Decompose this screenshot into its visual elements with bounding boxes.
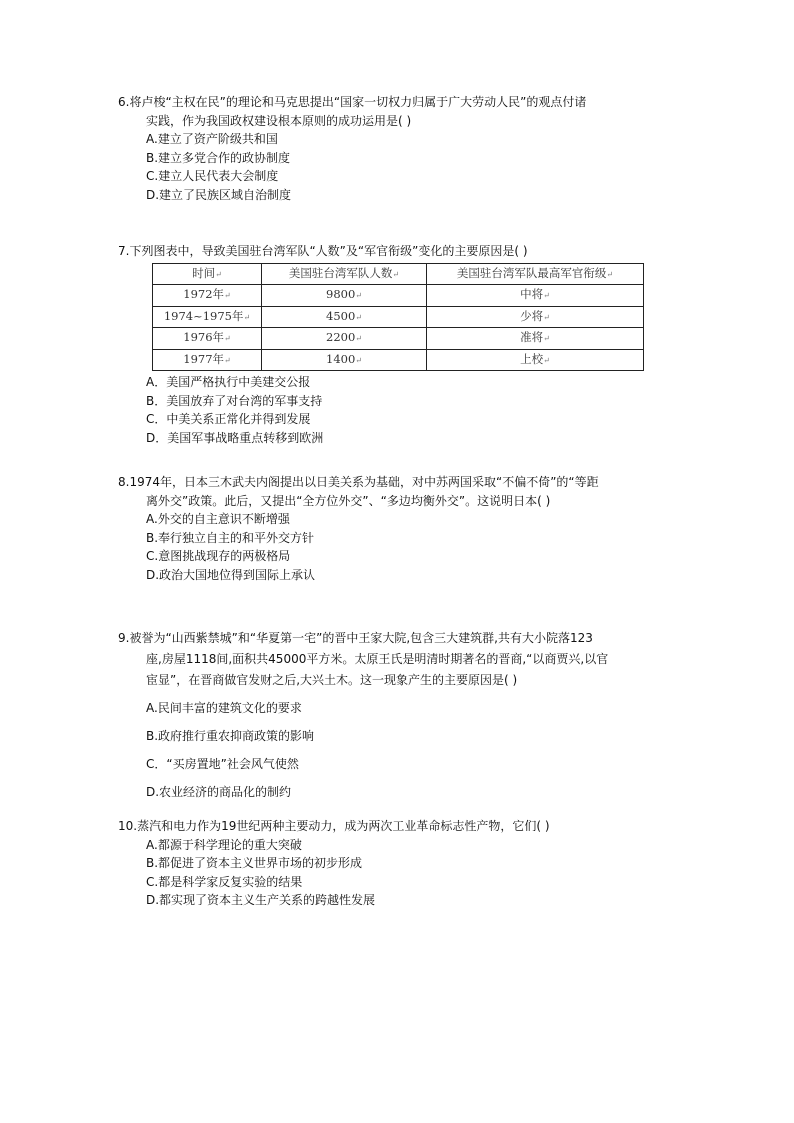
table-row: [153, 349, 644, 371]
question-6-option-c: C.建立人民代表大会制度: [146, 169, 279, 183]
question-9-stem-line1: 9.被誉为“山西紫禁城”和“华夏第一宅”的晋中王家大院,包含三大建筑群,共有大小院落123: [118, 631, 593, 645]
question-7-option-b: B．美国放弃了对台湾的军事支持: [146, 393, 323, 408]
question-6-stem-line1: 6.将卢梭“主权在民”的理论和马克思提出“国家一切权力归属于广大劳动人民”的观点付诸: [118, 95, 587, 109]
question-10-stem: 10.蒸汽和电力作为19世纪两种主要动力，成为两次工业革命标志性产物，它们( ): [118, 819, 550, 833]
table-row: [153, 306, 644, 328]
question-7-option-c: C．中美关系正常化并得到发展: [146, 412, 311, 426]
table-row: [153, 328, 644, 350]
question-6-option-b: B.建立多党合作的政协制度: [146, 150, 291, 165]
question-8-option-a: A.外交的自主意识不断增强: [146, 512, 290, 526]
table-cell: 1400↵: [262, 349, 427, 371]
question-8-option-d: D.政治大国地位得到国际上承认: [146, 567, 316, 582]
table-cell: 中将↵: [427, 285, 644, 307]
question-7-option-a: A．美国严格执行中美建交公报: [146, 375, 311, 389]
table-cell: 9800↵: [262, 285, 427, 307]
troops-table: [152, 263, 644, 372]
question-10-option-b: B.都促进了资本主义世界市场的初步形成: [146, 856, 363, 870]
table-cell: 2200↵: [262, 328, 427, 350]
question-8: [118, 473, 678, 584]
table-header-cell: 美国驻台湾军队最高军官衔级↵: [427, 263, 644, 285]
question-9-stem-line3: 宦显”，在晋商做官发财之后,大兴土木。这一现象产生的主要原因是( ): [146, 673, 518, 687]
table-header-cell: 时间↵: [153, 263, 262, 285]
table-cell: 1972年↵: [153, 285, 262, 307]
table-cell: 1977年↵: [153, 349, 262, 371]
question-8-stem-line2: 离外交”政策。此后，又提出“全方位外交”、“多边均衡外交”。这说明日本( ): [146, 493, 551, 508]
question-10-option-d: D.都实现了资本主义生产关系的跨越性发展: [146, 893, 376, 907]
question-9-option-b: B.政府推行重农抑商政策的影响: [146, 729, 315, 743]
table-cell: 上校↵: [427, 349, 644, 371]
table-cell: 1974~1975年↵: [153, 306, 262, 328]
table-cell: 1976年↵: [153, 328, 262, 350]
question-6: [118, 93, 678, 204]
question-6-stem-line2: 实践，作为我国政权建设根本原则的成功运用是( ): [146, 113, 412, 128]
question-10: [118, 817, 678, 910]
table-header-row: [153, 263, 644, 285]
question-7: [118, 242, 678, 447]
table-header-cell: 美国驻台湾军队人数↵: [262, 263, 427, 285]
question-7-stem: 7.下列图表中，导致美国驻台湾军队“人数”及“军官衔级”变化的主要原因是( ): [118, 244, 528, 258]
table-cell: 准将↵: [427, 328, 644, 350]
question-6-option-a: A.建立了资产阶级共和国: [146, 132, 278, 146]
table-cell: 少将↵: [427, 306, 644, 328]
question-9-option-d: D.农业经济的商品化的制约: [146, 785, 292, 799]
question-9: [118, 628, 678, 803]
question-9-stem-line2: 座,房屋1118间,面积共45000平方米。太原王氏是明清时期著名的晋商,“以商贾兴,以官: [146, 652, 609, 666]
table-cell: 4500↵: [262, 306, 427, 328]
question-9-option-a: A.民间丰富的建筑文化的要求: [146, 701, 302, 715]
question-8-stem-line1: 8.1974年，日本三木武夫内阁提出以日美关系为基础，对中苏两国采取“不偏不倚”的“等距: [118, 475, 599, 489]
question-8-option-b: B.奉行独立自主的和平外交方针: [146, 530, 315, 545]
question-6-option-d: D.建立了民族区域自治制度: [146, 187, 292, 202]
question-8-option-c: C.意图挑战现存的两极格局: [146, 549, 291, 563]
question-10-option-a: A.都源于科学理论的重大突破: [146, 837, 302, 852]
question-7-option-d: D．美国军事战略重点转移到欧洲: [146, 430, 324, 445]
table-row: [153, 285, 644, 307]
question-10-option-c: C.都是科学家反复实验的结果: [146, 874, 303, 889]
question-9-option-c: C．“买房置地”社会风气使然: [146, 757, 299, 771]
